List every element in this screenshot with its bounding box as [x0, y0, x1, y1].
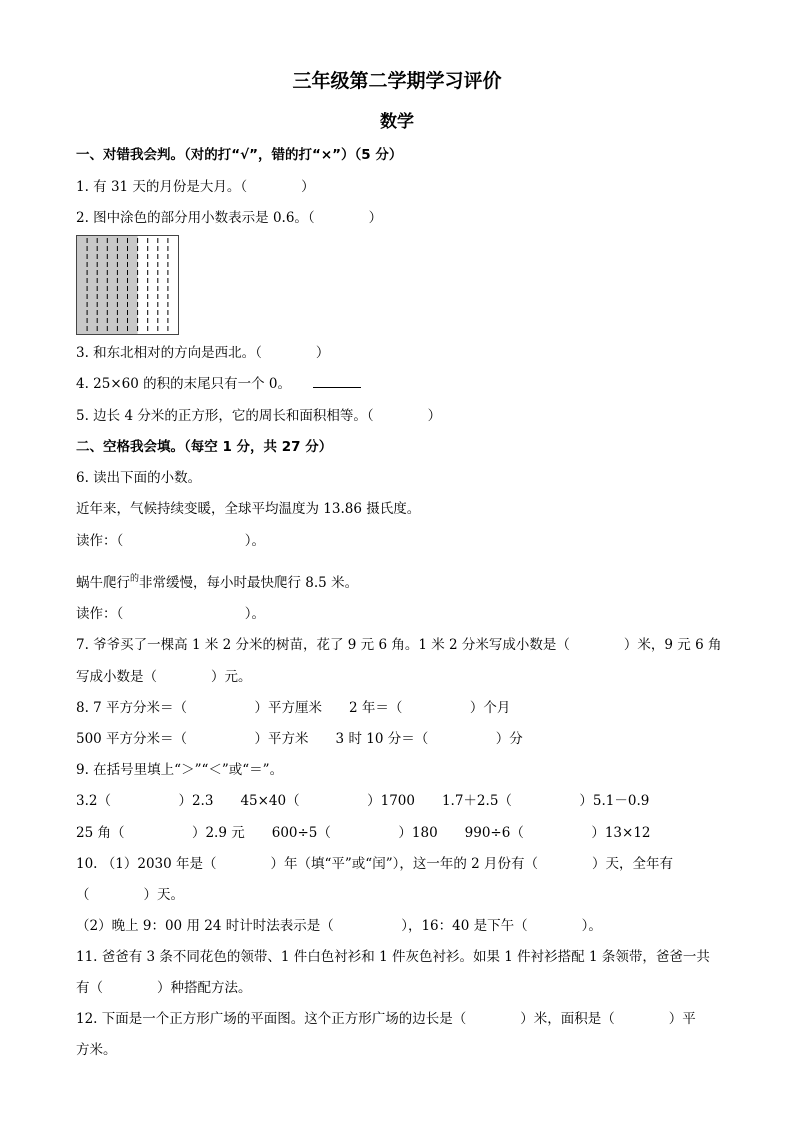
question-12-line-1: 12. 下面是一个正方形广场的平面图。这个正方形广场的边长是（ ）米，面积是（ ）平 [76, 1011, 696, 1027]
question-3: 3. 和东北相对的方向是西北。（ ） [76, 345, 330, 361]
question-10-line-2: （ ）天。 [76, 887, 184, 903]
text-part: 蜗牛爬行 [76, 575, 130, 591]
question-4 [76, 375, 361, 393]
question-9: 9. 在括号里填上“＞”“＜”或“＝”。 [76, 762, 284, 778]
question-11-line-2: 有（ ）种搭配方法。 [76, 980, 252, 996]
question-4-text: 4. 25×60 的积的末尾只有一个 0。 [76, 376, 292, 392]
question-9-line-2: 25 角（ ）2.9 元 600÷5（ ）180 990÷6（ ）13×12 [76, 825, 651, 841]
question-8-line-2: 500 平方分米＝（ ）平方米 3 时 10 分＝（ ）分 [76, 731, 523, 747]
text-part: 非常缓慢，每小时最快爬行 8.5 米。 [139, 575, 359, 591]
question-10-line-1: 10. （1）2030 年是（ ）年（填“平”或“闰”），这一年的 2 月份有（ ）天，全年有 [76, 856, 674, 872]
subject-title: 数学 [380, 112, 414, 132]
question-8-line-1: 8. 7 平方分米＝（ ）平方厘米 2 年＝（ ）个月 [76, 700, 511, 716]
page-title: 三年级第二学期学习评价 [292, 70, 502, 92]
question-9-line-1: 3.2（ ）2.3 45×40（ ）1700 1.7＋2.5（ ）5.1－0.9 [76, 793, 650, 809]
question-7-line-2: 写成小数是（ ）元。 [76, 669, 252, 685]
question-5: 5. 边长 4 分米的正方形，它的周长和面积相等。（ ） [76, 408, 442, 424]
question-6-text-1: 近年来，气候持续变暖，全球平均温度为 13.86 摄氏度。 [76, 501, 421, 517]
question-7-line-1: 7. 爷爷买了一棵高 1 米 2 分米的树苗，花了 9 元 6 角。1 米 2 分米写成小数是（ ）米，9 元 6 角 [76, 637, 722, 653]
question-1: 1. 有 31 天的月份是大月。（ ） [76, 179, 315, 195]
question-6-read-1: 读作：（ ）。 [76, 533, 265, 549]
section-2-heading: 二、空格我会填。（每空 1 分，共 27 分） [76, 439, 333, 455]
decimal-grid-figure [76, 235, 179, 335]
question-10-line-3: （2）晚上 9：00 用 24 时计时法表示是（ ），16：40 是下午（ ）。 [76, 918, 602, 934]
question-2: 2. 图中涂色的部分用小数表示是 0.6。（ ） [76, 210, 383, 226]
superscript-char: 的 [130, 574, 140, 584]
question-12-line-2: 方米。 [76, 1042, 117, 1058]
question-11-line-1: 11. 爸爸有 3 条不同花色的领带、1 件白色衬衫和 1 件灰色衬衫。如果 1 件衬衫搭配 1 条领带，爸爸一共 [76, 949, 710, 965]
section-1-heading: 一、对错我会判。（对的打“√”，错的打“×”）（5 分） [76, 147, 403, 163]
answer-blank[interactable] [313, 375, 361, 388]
question-6: 6. 读出下面的小数。 [76, 470, 202, 486]
question-6-text-2 [76, 570, 358, 592]
question-6-read-2: 读作：（ ）。 [76, 606, 265, 622]
